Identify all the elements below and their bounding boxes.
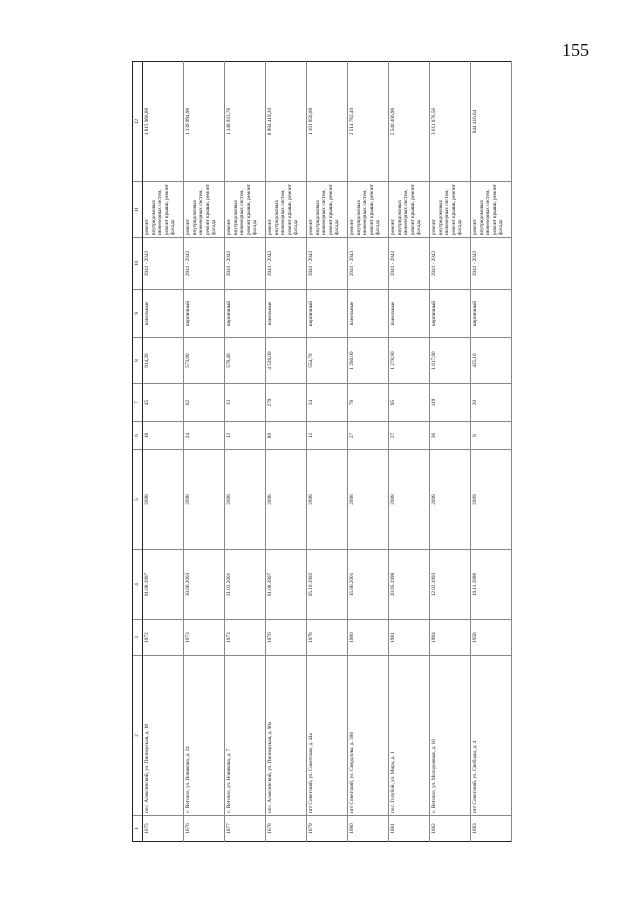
row-number-cell: 1675 [143, 816, 184, 842]
area-cell: 4 528,00 [266, 338, 307, 384]
area-cell: 1 817,90 [430, 338, 471, 384]
column-number-header [133, 62, 143, 842]
row-number-cell: 1677 [225, 816, 266, 842]
address-cell: с. Ветское, ул. Молодежная, д. 16 [430, 656, 471, 816]
area-cell: 425,10 [471, 338, 512, 384]
column-header: 9 [133, 290, 143, 338]
year-cell: 2008 [184, 450, 225, 550]
housing-repair-table [132, 61, 512, 842]
count-b-cell: 78 [348, 384, 389, 422]
column-header: 6 [133, 422, 143, 450]
year-cell: 2009 [471, 450, 512, 550]
area-cell: 1 278,90 [389, 338, 430, 384]
area-cell: 578,40 [225, 338, 266, 384]
row-number-cell: 1676 [184, 816, 225, 842]
count-b-cell: 95 [389, 384, 430, 422]
count-b-cell: 24 [307, 384, 348, 422]
row-number-cell: 1683 [471, 816, 512, 842]
build-year-cell: 1976 [266, 620, 307, 656]
page-number: 155 [562, 40, 589, 60]
date-cell: 30.06.2003 [184, 550, 225, 620]
table-row [389, 62, 430, 842]
build-year-cell: 1973 [225, 620, 266, 656]
repair-period-cell: 2041 - 2043 [389, 238, 430, 290]
cost-cell: 1 815 966,88 [143, 62, 184, 182]
area-cell: 914,20 [143, 338, 184, 384]
area-cell: 1 266,00 [348, 338, 389, 384]
column-header: 12 [133, 62, 143, 182]
repair-works-cell: ремонт внутридомовых инженерных систем, ремонт крыши, ремонт фасада [184, 182, 225, 238]
repair-works-cell: ремонт внутридомовых инженерных систем, ремонт крыши, ремонт фасада [307, 182, 348, 238]
column-header: 3 [133, 620, 143, 656]
date-cell: 05.10.1992 [307, 550, 348, 620]
repair-period-cell: 2041 - 2043 [266, 238, 307, 290]
wall-material-cell: панельные [348, 290, 389, 338]
rotated-table-container [132, 62, 508, 842]
cost-cell: 1 139 994,96 [184, 62, 225, 182]
year-cell: 2008 [225, 450, 266, 550]
column-header: 8 [133, 338, 143, 384]
repair-works-cell: ремонт внутридомовых инженерных систем, ремонт крыши, ремонт фасада [225, 182, 266, 238]
table-row [225, 62, 266, 842]
wall-material-cell: панельные [143, 290, 184, 338]
table-row [430, 62, 471, 842]
repair-period-cell: 2041 - 2043 [225, 238, 266, 290]
row-number-cell: 1681 [389, 816, 430, 842]
table-row [348, 62, 389, 842]
date-cell: 01.08.1997 [266, 550, 307, 620]
count-b-cell: 45 [143, 384, 184, 422]
row-number-cell: 1682 [430, 816, 471, 842]
date-cell: 15.06.2001 [348, 550, 389, 620]
count-b-cell: 33 [225, 384, 266, 422]
year-cell: 2008 [430, 450, 471, 550]
address-cell: пгт Советский, ул. Советская, д. 44а [307, 656, 348, 816]
count-a-cell: 36 [430, 422, 471, 450]
wall-material-cell: кирпичный [184, 290, 225, 338]
build-year-cell: 1978 [307, 620, 348, 656]
cost-cell: 2 540 406,96 [389, 62, 430, 182]
address-cell: пос. Алексинский, ул. Пионерская, д. 18 [143, 656, 184, 816]
area-cell: 573,90 [184, 338, 225, 384]
count-b-cell: 119 [430, 384, 471, 422]
column-header: 7 [133, 384, 143, 422]
repair-works-cell: ремонт внутридомовых инженерных систем, ремонт крыши, ремонт фасада [266, 182, 307, 238]
repair-period-cell: 2041 - 2043 [471, 238, 512, 290]
date-cell: 19.11.1998 [471, 550, 512, 620]
column-header: 11 [133, 182, 143, 238]
build-year-cell: 1958 [471, 620, 512, 656]
cost-cell: 3 611 076,56 [430, 62, 471, 182]
wall-material-cell: кирпичный [471, 290, 512, 338]
count-a-cell: 89 [266, 422, 307, 450]
wall-material-cell: панельные [389, 290, 430, 338]
repair-works-cell: ремонт внутридомовых инженерных систем, ремонт крыши, ремонт фасада [430, 182, 471, 238]
cost-cell: 844 416,64 [471, 62, 512, 182]
repair-period-cell: 2041 - 2043 [348, 238, 389, 290]
count-a-cell: 27 [348, 422, 389, 450]
date-cell: 12.02.1993 [430, 550, 471, 620]
year-cell: 2008 [307, 450, 348, 550]
repair-period-cell: 2041 - 2043 [430, 238, 471, 290]
cost-cell: 2 514 782,40 [348, 62, 389, 182]
address-cell: пгт Советский, ул. Свердлова, д. 306 [348, 656, 389, 816]
wall-material-cell: кирпичный [430, 290, 471, 338]
count-a-cell: 12 [307, 422, 348, 450]
repair-period-cell: 2041 - 2043 [143, 238, 184, 290]
address-cell: с. Ветское, ул. Новикова, д. 24 [184, 656, 225, 816]
column-header: 4 [133, 550, 143, 620]
cost-cell: 8 994 419,20 [266, 62, 307, 182]
year-cell: 2008 [348, 450, 389, 550]
year-cell: 2008 [266, 450, 307, 550]
repair-period-cell: 2041 - 2043 [184, 238, 225, 290]
count-b-cell: 20 [471, 384, 512, 422]
table-row [143, 62, 184, 842]
build-year-cell: 1981 [389, 620, 430, 656]
count-a-cell: 18 [143, 422, 184, 450]
count-a-cell: 27 [389, 422, 430, 450]
count-b-cell: 62 [184, 384, 225, 422]
repair-works-cell: ремонт внутридомовых инженерных систем, ремонт крыши, ремонт фасада [348, 182, 389, 238]
column-header: 1 [133, 816, 143, 842]
column-header: 10 [133, 238, 143, 290]
row-number-cell: 1679 [307, 816, 348, 842]
row-number-cell: 1680 [348, 816, 389, 842]
repair-works-cell: ремонт внутридомовых инженерных систем, ремонт крыши, ремонт фасада [143, 182, 184, 238]
table-row [266, 62, 307, 842]
wall-material-cell: кирпичный [225, 290, 266, 338]
date-cell: 31.03.2001 [225, 550, 266, 620]
table-row [184, 62, 225, 842]
cost-cell: 1 101 856,08 [307, 62, 348, 182]
count-a-cell: 12 [225, 422, 266, 450]
wall-material-cell: панельные [266, 290, 307, 338]
count-b-cell: 279 [266, 384, 307, 422]
repair-works-cell: ремонт внутридомовых инженерных систем, ремонт крыши, ремонт фасада [389, 182, 430, 238]
date-cell: 01.08.1997 [143, 550, 184, 620]
table-row [307, 62, 348, 842]
column-header: 2 [133, 656, 143, 816]
build-year-cell: 1984 [430, 620, 471, 656]
count-a-cell: 24 [184, 422, 225, 450]
year-cell: 2008 [389, 450, 430, 550]
repair-period-cell: 2041 - 2043 [307, 238, 348, 290]
date-cell: 20.05.1998 [389, 550, 430, 620]
wall-material-cell: кирпичный [307, 290, 348, 338]
build-year-cell: 1980 [348, 620, 389, 656]
column-header: 5 [133, 450, 143, 550]
year-cell: 2008 [143, 450, 184, 550]
build-year-cell: 1972 [143, 620, 184, 656]
count-a-cell: 8 [471, 422, 512, 450]
address-cell: пос. Голубой, ул. Мира, д. 1 [389, 656, 430, 816]
address-cell: пгт Советский, ул. Свободы, д. 4 [471, 656, 512, 816]
address-cell: пос. Алексинский, ул. Пионерская, д. 90а [266, 656, 307, 816]
row-number-cell: 1678 [266, 816, 307, 842]
area-cell: 554,70 [307, 338, 348, 384]
repair-works-cell: ремонт внутридомовых инженерных систем, ремонт крыши, ремонт фасада [471, 182, 512, 238]
build-year-cell: 1973 [184, 620, 225, 656]
address-cell: с. Ветское, ул. Новикова, д. 7 [225, 656, 266, 816]
table-row [471, 62, 512, 842]
cost-cell: 1 148 933,76 [225, 62, 266, 182]
